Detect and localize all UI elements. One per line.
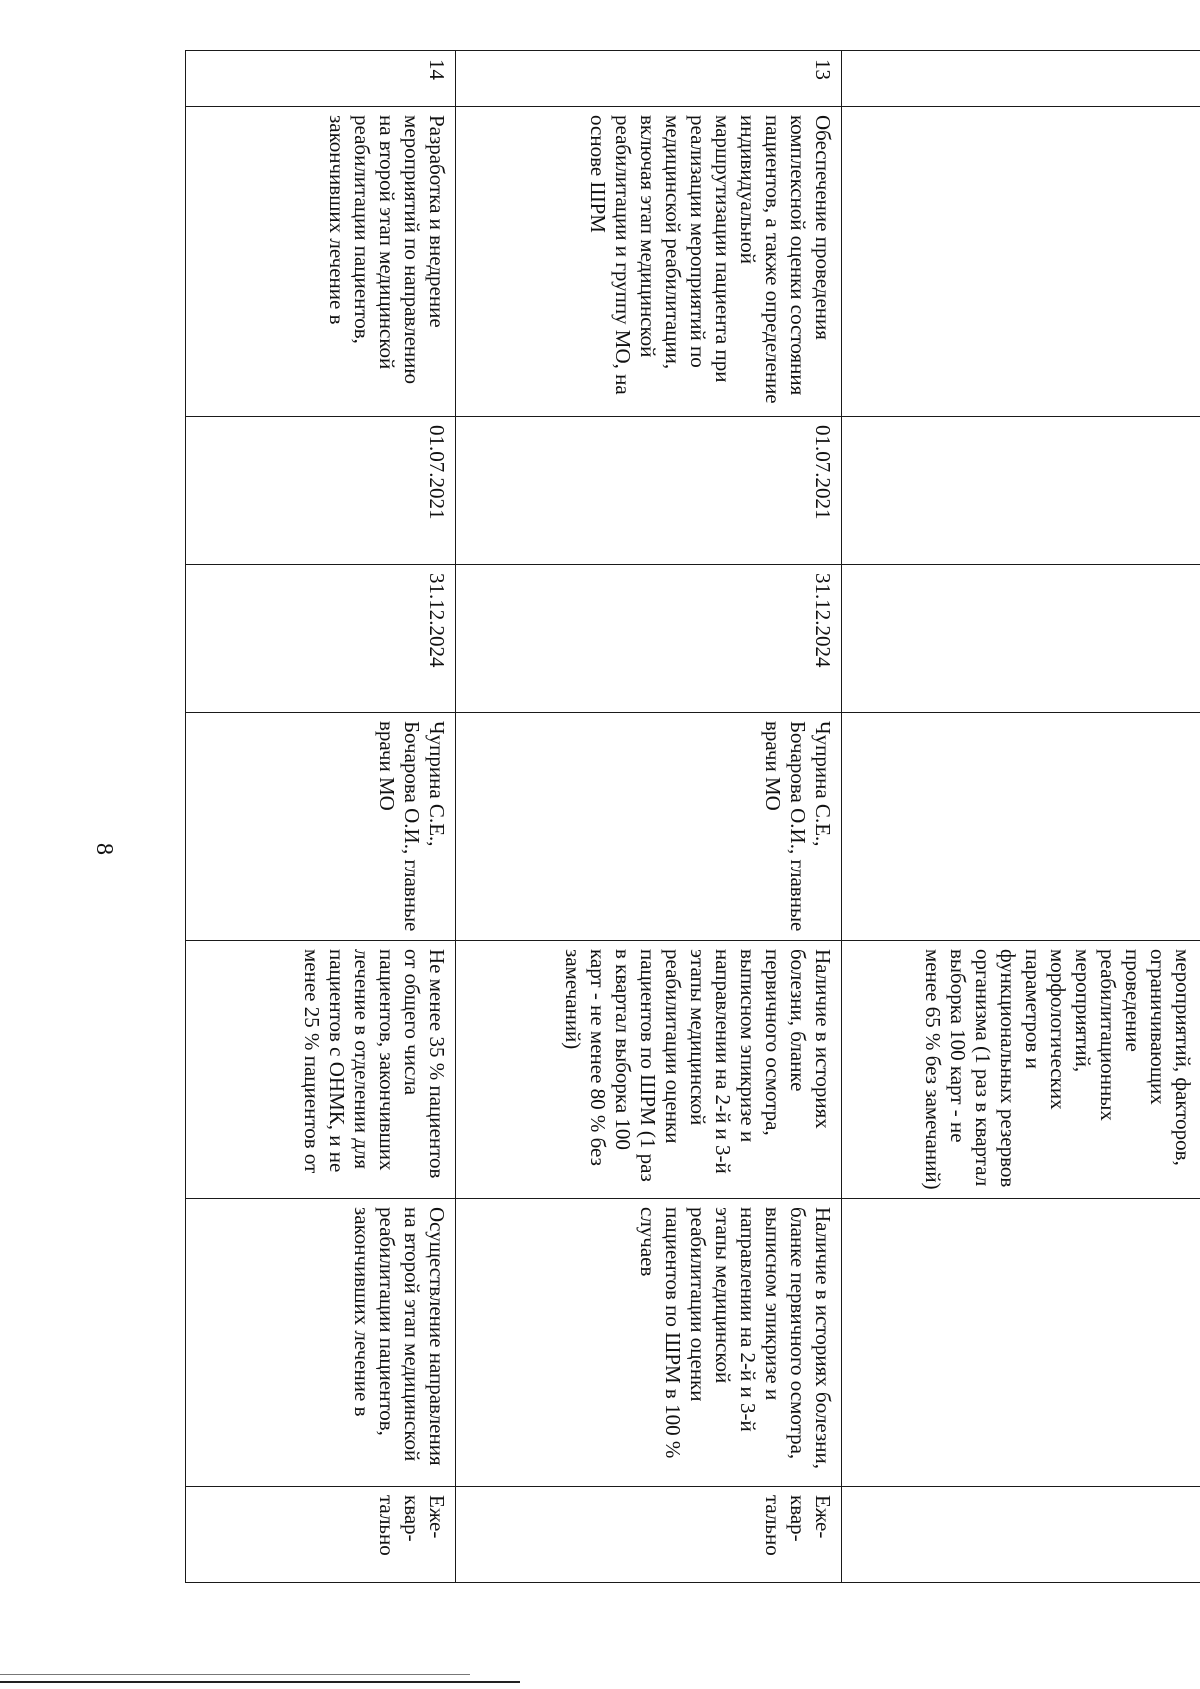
frequency-cell: Еже-квар-тально xyxy=(456,1487,842,1583)
responsible-cell: Чуприна С.Е., Бочарова О.И., главные врачи МО xyxy=(186,713,456,941)
row-number-cell: 14 xyxy=(186,51,456,107)
table-row xyxy=(842,51,1200,1583)
row-number-cell xyxy=(842,51,1200,107)
table-row xyxy=(456,51,842,1583)
table-row xyxy=(186,51,456,1583)
row-number-cell: 13 xyxy=(456,51,842,107)
frequency-cell: Еже-квар-тально xyxy=(186,1487,456,1583)
start-date-cell: 01.07.2021 xyxy=(456,417,842,565)
activity-cell xyxy=(842,107,1200,417)
indicator-cell: Осуществление направления на второй этап медицинской реабилитации пациентов, закончивших лечение в xyxy=(186,1199,456,1487)
end-date-cell: 31.12.2024 xyxy=(186,565,456,713)
scan-edge-line xyxy=(0,1674,470,1675)
result-cell: Наличие в историях болезни, бланке первичного осмотра, выписном эпикризе и направлении на 2-й и 3-й этапы медицинской реабилитации оценки пациентов по ШРМ (1 раз в квартал выборка 100 карт - не менее 80 % без замечаний) xyxy=(456,941,842,1199)
start-date-cell: 01.07.2021 xyxy=(186,417,456,565)
indicator-cell xyxy=(842,1199,1200,1487)
end-date-cell xyxy=(842,565,1200,713)
responsible-cell xyxy=(842,713,1200,941)
document-sheet xyxy=(186,50,1200,1582)
activity-cell: Разработка и внедрение мероприятий по направлению на второй этап медицинской реабилитации пациентов, закончивших лечение в xyxy=(186,107,456,417)
responsible-cell: Чуприна С.Е., Бочарова О.И., главные врачи МО xyxy=(456,713,842,941)
result-cell: Не менее 35 % пациентов от общего числа пациентов, закончивших лечение в отделении для пациентов с ОНМК, и не менее 25 % пациентов от xyxy=(186,941,456,1199)
end-date-cell: 31.12.2024 xyxy=(456,565,842,713)
start-date-cell xyxy=(842,417,1200,565)
scan-edge-line xyxy=(0,1681,520,1683)
indicator-cell: Наличие в историях болезни, бланке первичного осмотра, выписном эпикризе и направлении на 2-й и 3-й этапы медицинской реабилитации оценки пациентов по ШРМ в 100 % случаев xyxy=(456,1199,842,1487)
action-plan-table xyxy=(185,50,1200,1583)
result-cell: мероприятий, факторов, ограничивающих проведение реабилитационных мероприятий, морфологических параметров и функциональных резервов организма (1 раз в квартал выборка 100 карт - не менее 65 % без замечаний) xyxy=(842,941,1200,1199)
activity-cell: Обеспечение проведения комплексной оценки состояния пациентов, а также определение индивидуальной маршрутизации пациента при реализации мероприятий по медицинской реабилитации, включая этап медицинской реабилитации и группу МО, на основе ШРМ xyxy=(456,107,842,417)
frequency-cell xyxy=(842,1487,1200,1583)
page-number: 8 xyxy=(91,843,117,855)
